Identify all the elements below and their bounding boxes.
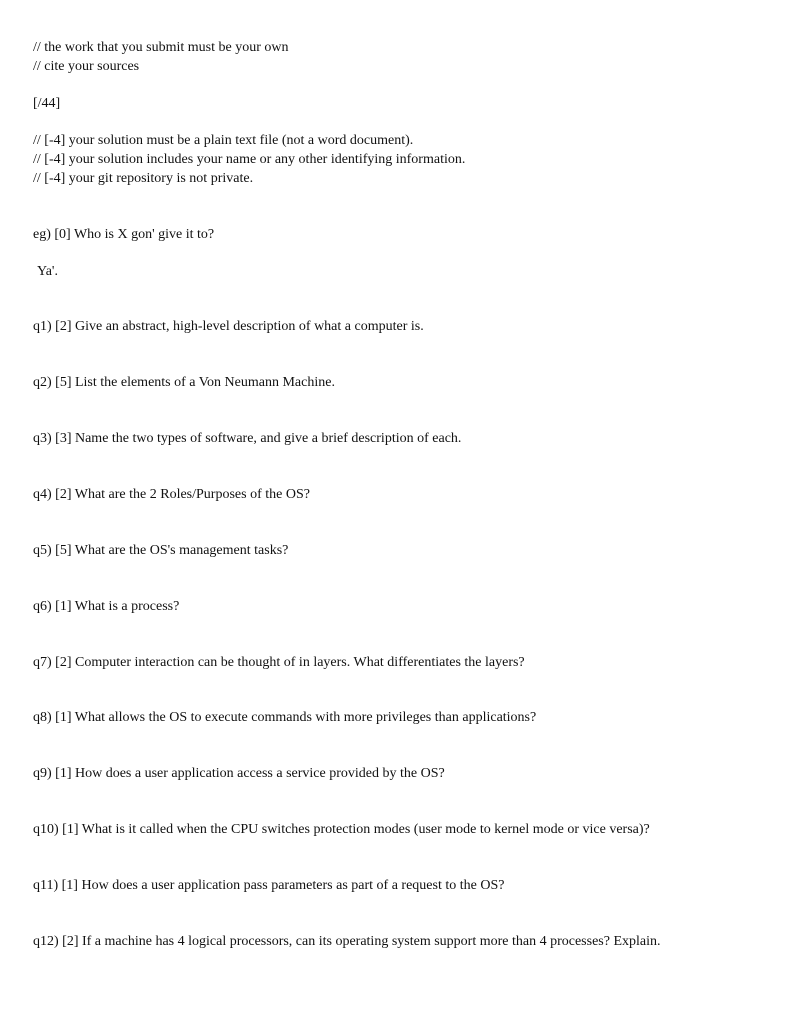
header-rule-own-work: // the work that you submit must be your own [33,40,289,55]
penalty-line: // [-4] your solution includes your name or any other identifying information. [33,152,466,167]
question-q9: q9) [1] How does a user application access a service provided by the OS? [33,766,445,781]
question-q8: q8) [1] What allows the OS to execute commands with more privileges than applications? [33,710,537,725]
question-q7: q7) [2] Computer interaction can be thought of in layers. What differentiates the layers? [33,655,525,670]
question-q1: q1) [2] Give an abstract, high-level description of what a computer is. [33,319,424,334]
penalty-line: // [-4] your git repository is not private. [33,171,254,186]
question-q12: q12) [2] If a machine has 4 logical processors, can its operating system support more than 4 processes? Explain. [33,934,661,949]
header-rule-cite-sources: // cite your sources [33,59,140,74]
question-q5: q5) [5] What are the OS's management tasks? [33,543,289,558]
question-q2: q2) [5] List the elements of a Von Neumann Machine. [33,375,335,390]
example-question: eg) [0] Who is X gon' give it to? [33,227,215,242]
penalty-line: // [-4] your solution must be a plain text file (not a word document). [33,133,414,148]
question-q11: q11) [1] How does a user application pass parameters as part of a request to the OS? [33,878,505,893]
question-q10: q10) [1] What is it called when the CPU switches protection modes (user mode to kernel mode or vice versa)? [33,822,650,837]
question-q6: q6) [1] What is a process? [33,599,180,614]
question-q4: q4) [2] What are the 2 Roles/Purposes of the OS? [33,487,310,502]
total-marks: [/44] [33,96,61,111]
example-answer: Ya'. [37,264,58,279]
question-q3: q3) [3] Name the two types of software, and give a brief description of each. [33,431,462,446]
